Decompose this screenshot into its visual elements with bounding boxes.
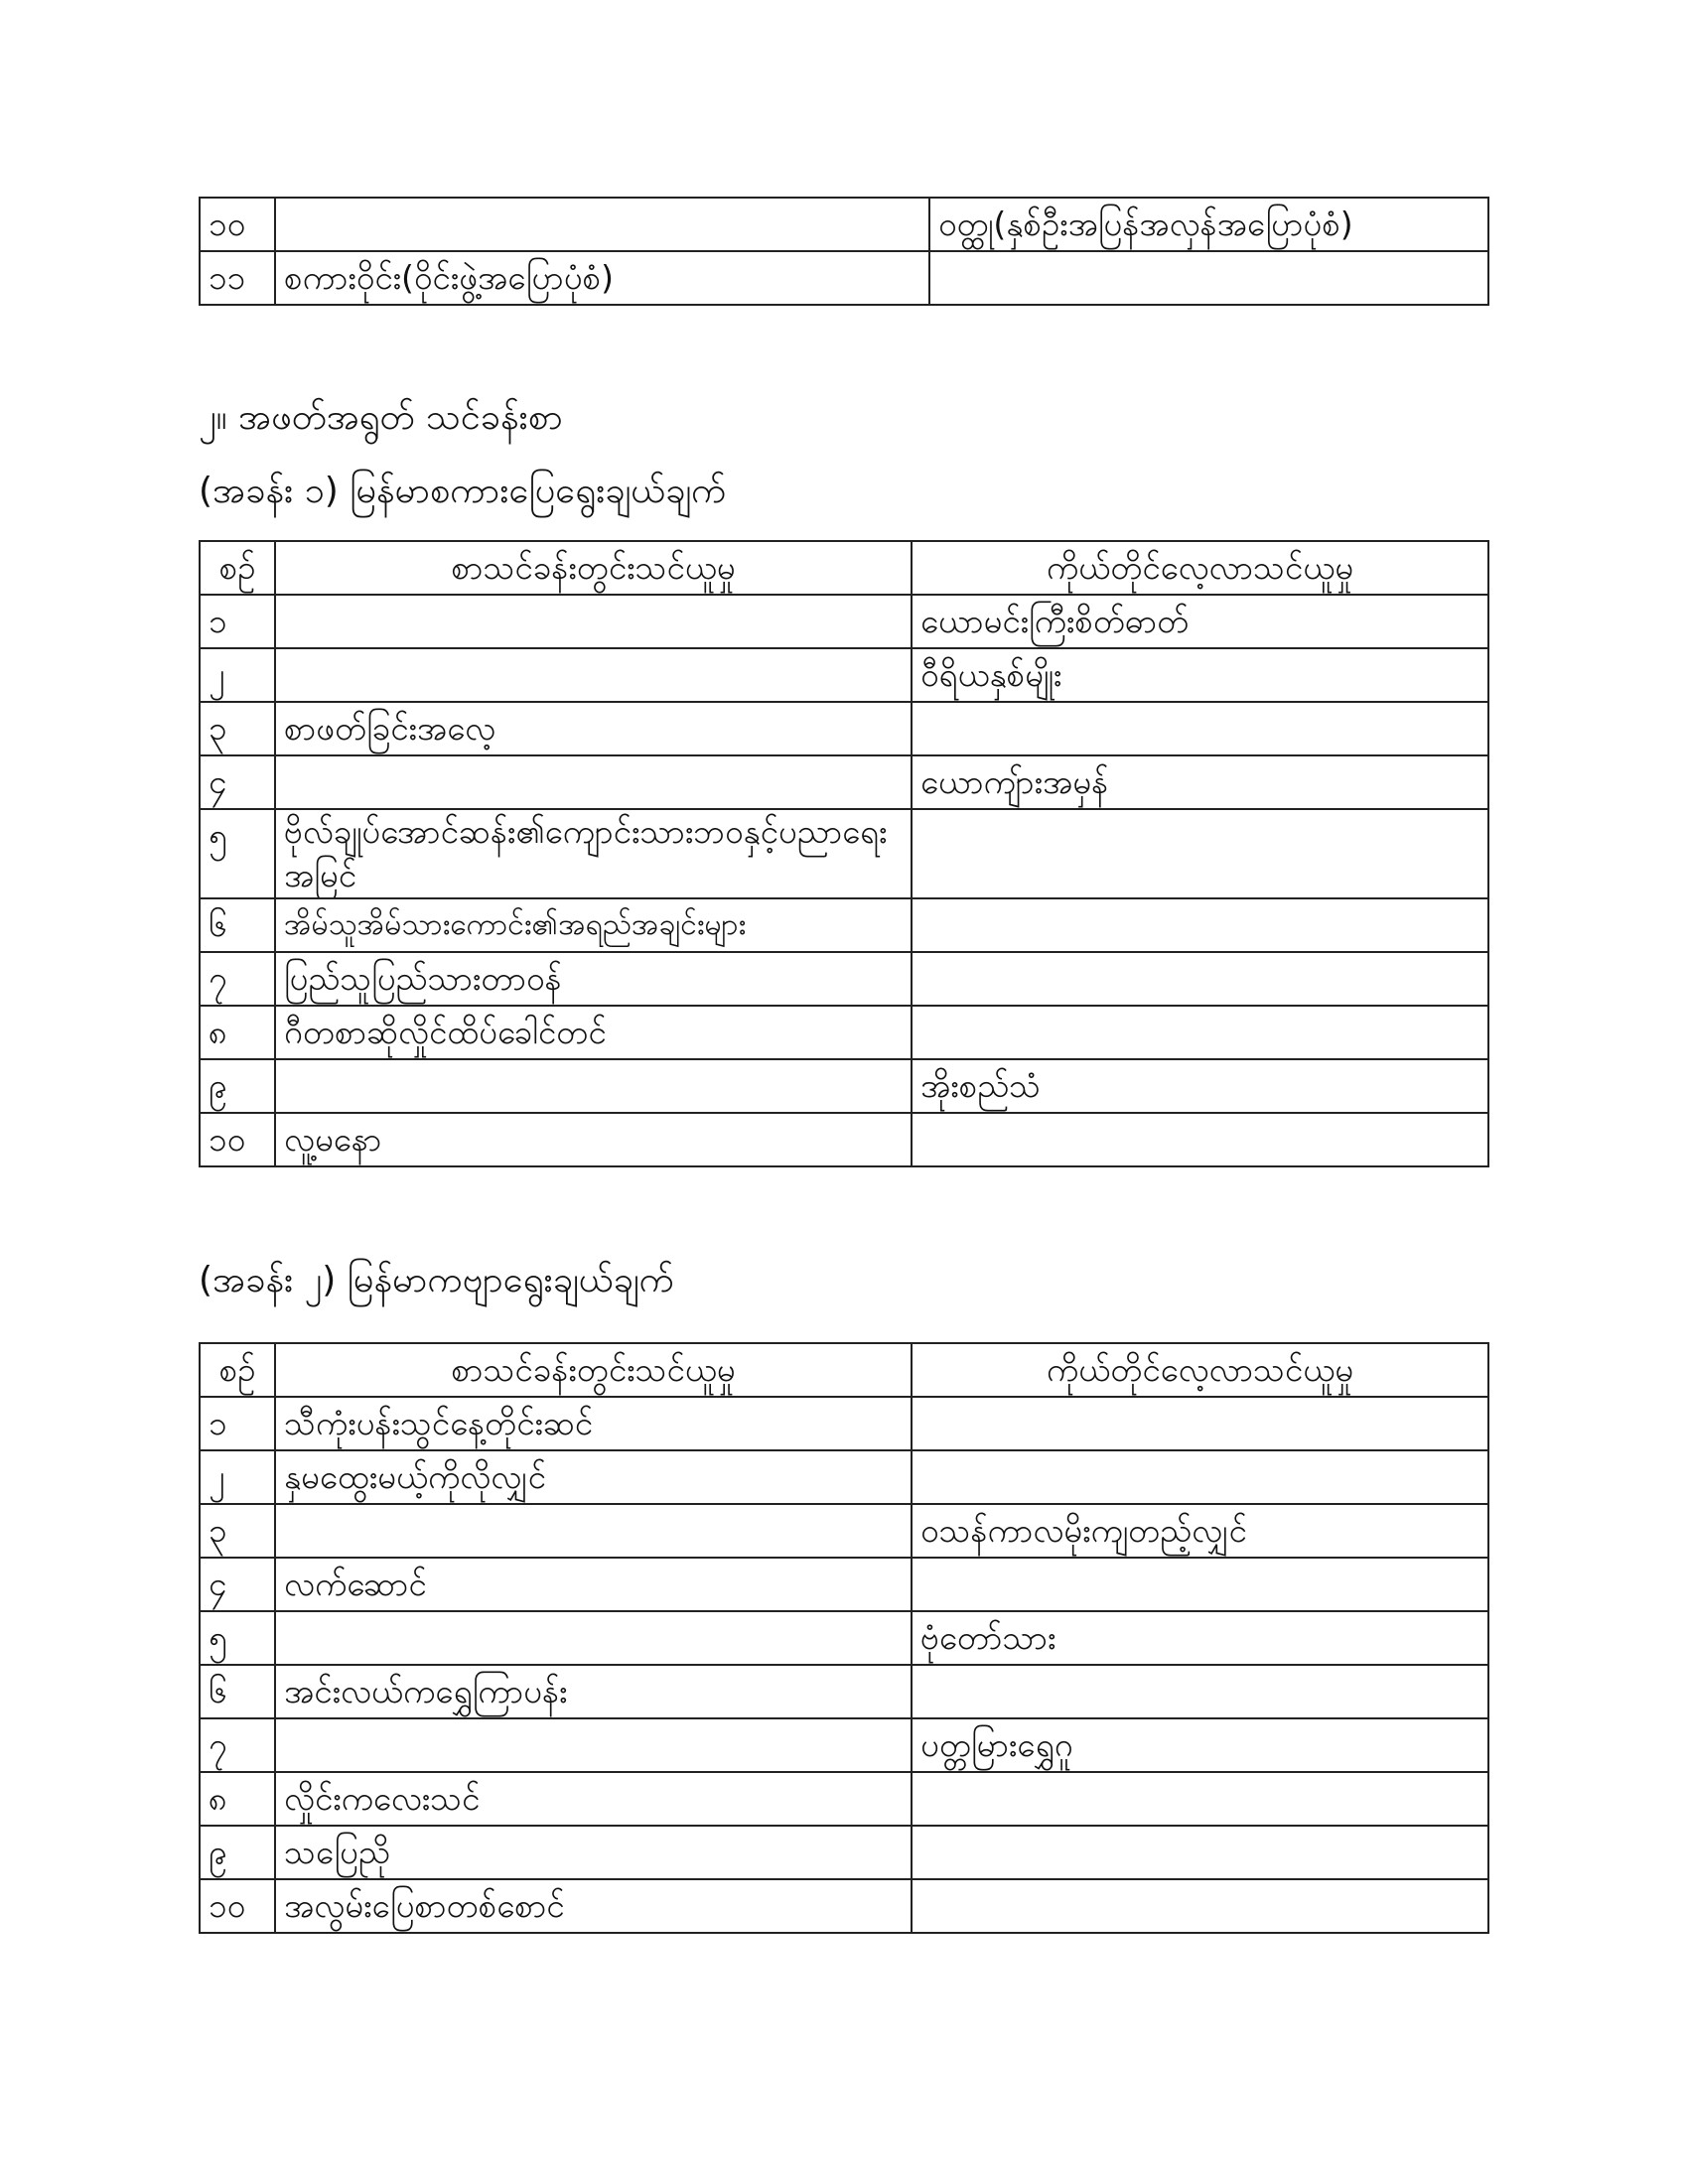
row-number: ၂	[200, 1450, 275, 1504]
self-study-cell: ယောမင်းကြီးစိတ်ဓာတ်	[912, 595, 1488, 648]
header-number: စဉ်	[200, 1343, 275, 1397]
table-row	[200, 1006, 1488, 1059]
self-study-cell	[912, 1826, 1488, 1879]
self-study-cell: ဗုံတော်သား	[912, 1611, 1488, 1665]
classroom-cell: လှိုင်းကလေးသင်	[275, 1772, 912, 1826]
self-study-cell: အိုးစည်သံ	[912, 1059, 1488, 1113]
table1	[199, 540, 1489, 1167]
table-row	[200, 1450, 1488, 1504]
row-number: ၅	[200, 1611, 275, 1665]
classroom-cell: နှမထွေးမယ့်ကိုလိုလျှင်	[275, 1450, 912, 1504]
row-number: ၁	[200, 595, 275, 648]
classroom-cell: စာဖတ်ခြင်းအလေ့	[275, 702, 912, 755]
table-row	[200, 595, 1488, 648]
self-study-cell: ဝီရိယနှစ်မျိုး	[912, 648, 1488, 702]
table2	[199, 1342, 1489, 1934]
self-study-cell	[912, 952, 1488, 1006]
self-study-cell	[912, 809, 1488, 898]
row-number: ၆	[200, 898, 275, 952]
table-row	[200, 648, 1488, 702]
header-self-study: ကိုယ်တိုင်လေ့လာသင်ယူမှု	[912, 1343, 1488, 1397]
classroom-cell	[275, 1059, 912, 1113]
row-number: ၇	[200, 952, 275, 1006]
row-number: ၁၀	[200, 198, 275, 251]
self-study-cell: ဝတ္ထု(နှစ်ဦးအပြန်အလှန်အပြောပုံစံ)	[929, 198, 1488, 251]
table-row	[200, 1665, 1488, 1718]
table-row	[200, 898, 1488, 952]
self-study-cell	[912, 1879, 1488, 1933]
table-row	[200, 952, 1488, 1006]
self-study-cell	[912, 1772, 1488, 1826]
self-study-cell	[912, 1006, 1488, 1059]
classroom-cell	[275, 1504, 912, 1558]
table-row	[200, 702, 1488, 755]
table-row	[200, 1718, 1488, 1772]
table-row	[200, 1558, 1488, 1611]
self-study-cell	[912, 1450, 1488, 1504]
row-number: ၈	[200, 1772, 275, 1826]
header-self-study: ကိုယ်တိုင်လေ့လာသင်ယူမှု	[912, 541, 1488, 595]
self-study-cell	[912, 898, 1488, 952]
table-row	[200, 1772, 1488, 1826]
table-header-row	[200, 541, 1488, 595]
classroom-cell: စကားဝိုင်း(ဝိုင်းဖွဲ့အပြောပုံစံ)	[275, 251, 929, 305]
classroom-cell	[275, 648, 912, 702]
classroom-cell: သီကုံးပန်းသွင်နေ့တိုင်းဆင်	[275, 1397, 912, 1450]
self-study-cell	[912, 1113, 1488, 1166]
section-title: ၂။ အဖတ်အရွတ် သင်ခန်းစာ	[199, 397, 563, 438]
classroom-cell: ပြည်သူပြည်သားတာဝန်	[275, 952, 912, 1006]
self-study-cell	[912, 1665, 1488, 1718]
classroom-cell	[275, 1718, 912, 1772]
classroom-cell	[275, 755, 912, 809]
table-row	[200, 1113, 1488, 1166]
self-study-cell	[912, 1558, 1488, 1611]
table-row	[200, 1059, 1488, 1113]
self-study-cell: ဝသန်ကာလမိုးကျတည့်လျှင်	[912, 1504, 1488, 1558]
row-number: ၁	[200, 1397, 275, 1450]
classroom-cell: ဗိုလ်ချုပ်အောင်ဆန်း၏ကျောင်းသားဘဝနှင့်ပညာရေးအမြင်	[275, 809, 912, 898]
row-number: ၉	[200, 1826, 275, 1879]
row-number: ၁၁	[200, 251, 275, 305]
row-number: ၃	[200, 702, 275, 755]
table1-title: (အခန်း ၁) မြန်မာစကားပြေရွေးချယ်ချက်	[199, 471, 727, 511]
classroom-cell	[275, 198, 929, 251]
classroom-cell: အလွမ်းပြေစာတစ်စောင်	[275, 1879, 912, 1933]
table-row	[200, 251, 1488, 305]
table-row	[200, 1879, 1488, 1933]
classroom-cell	[275, 1611, 912, 1665]
self-study-cell	[912, 1397, 1488, 1450]
self-study-cell	[929, 251, 1488, 305]
header-number: စဉ်	[200, 541, 275, 595]
table-row	[200, 809, 1488, 898]
self-study-cell	[912, 702, 1488, 755]
classroom-cell: ဂီတစာဆိုလှိုင်ထိပ်ခေါင်တင်	[275, 1006, 912, 1059]
row-number: ၈	[200, 1006, 275, 1059]
classroom-cell: အင်းလယ်ကရွှေကြာပန်း	[275, 1665, 912, 1718]
self-study-cell: ယောကျ်ားအမှန်	[912, 755, 1488, 809]
self-study-cell: ပတ္တမြားရွှေဂူ	[912, 1718, 1488, 1772]
header-classroom: စာသင်ခန်းတွင်းသင်ယူမှု	[275, 541, 912, 595]
table-row	[200, 1504, 1488, 1558]
row-number: ၂	[200, 648, 275, 702]
table-row	[200, 1826, 1488, 1879]
top-table	[199, 197, 1489, 306]
header-classroom: စာသင်ခန်းတွင်းသင်ယူမှု	[275, 1343, 912, 1397]
table-row	[200, 1611, 1488, 1665]
table-row	[200, 1397, 1488, 1450]
classroom-cell: လက်ဆောင်	[275, 1558, 912, 1611]
table-row	[200, 198, 1488, 251]
row-number: ၆	[200, 1665, 275, 1718]
table-header-row	[200, 1343, 1488, 1397]
table2-title: (အခန်း ၂) မြန်မာကဗျာရွေးချယ်ချက်	[199, 1260, 674, 1300]
table-row	[200, 755, 1488, 809]
classroom-cell: အိမ်သူအိမ်သားကောင်း၏အရည်အချင်းများ	[275, 898, 912, 952]
row-number: ၅	[200, 809, 275, 898]
row-number: ၇	[200, 1718, 275, 1772]
row-number: ၁၀	[200, 1113, 275, 1166]
classroom-cell	[275, 595, 912, 648]
row-number: ၃	[200, 1504, 275, 1558]
classroom-cell: လူ့မနော	[275, 1113, 912, 1166]
row-number: ၁၀	[200, 1879, 275, 1933]
row-number: ၄	[200, 1558, 275, 1611]
classroom-cell: သပြေညို	[275, 1826, 912, 1879]
row-number: ၉	[200, 1059, 275, 1113]
row-number: ၄	[200, 755, 275, 809]
